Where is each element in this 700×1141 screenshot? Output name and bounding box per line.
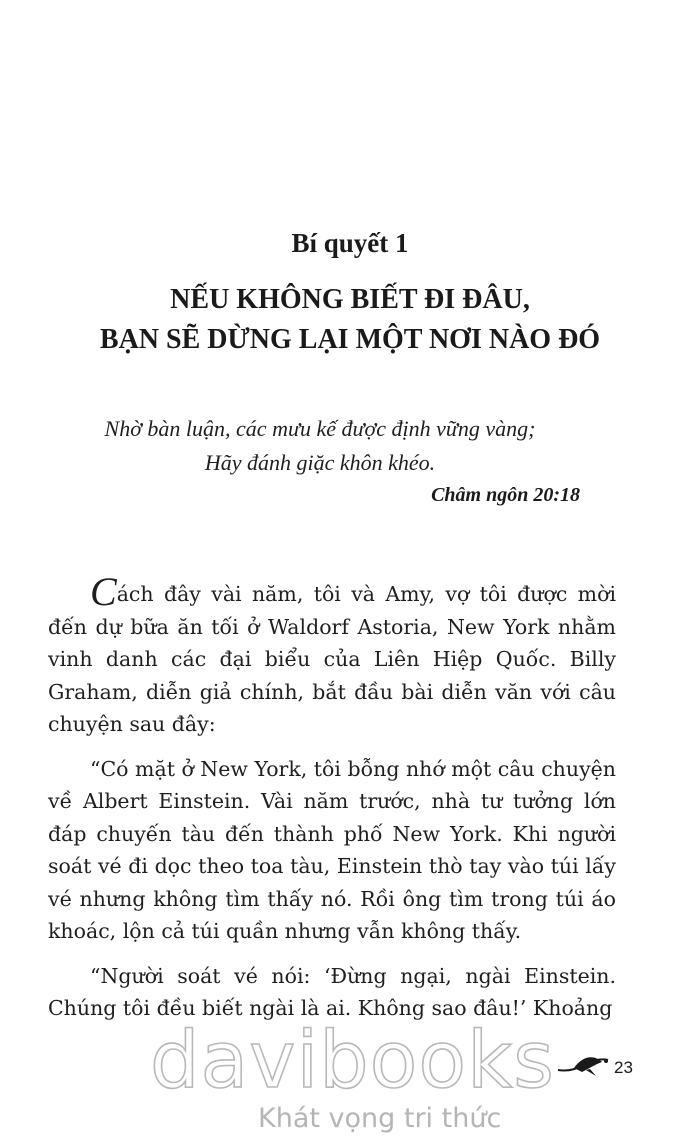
chapter-label: Bí quyết 1 xyxy=(291,228,409,258)
paragraph-2: “Có mặt ở New York, tôi bỗng nhớ một câu chuyện về Albert Einstein. Vài năm trước, nhà tư tưởng lớn đáp chuyến tàu đến thành phố New York. Khi người soát vé đi dọc theo toa tàu, Einstein thò tay vào túi lấy vé nhưng không tìm thấy nó. Rồi ông tìm trong túi áo khoác, lộn cả túi quần nhưng vẫn không thấy. xyxy=(48,756,616,943)
epigraph-line-1: Nhờ bàn luận, các mưu kế được định vững vàng; xyxy=(104,416,536,441)
epigraph-source: Châm ngôn 20:18 xyxy=(431,484,580,506)
paragraph-1-text: ách đây vài năm, tôi và Amy, vợ tôi được mời đến dự bữa ăn tối ở Waldorf Astoria, New York nhằm vinh danh các đại biểu của Liên Hiệp Quốc. Billy Graham, diễn giả chính, bắt đầu bài diễn văn với câu chuyện sau đây: xyxy=(48,582,616,736)
page-number: 23 xyxy=(614,1058,633,1077)
watermark-tagline: Khát vọng tri thức xyxy=(258,1103,502,1134)
watermark-brand: davibooks xyxy=(150,1016,555,1106)
chapter-title-line-1: NẾU KHÔNG BIẾT ĐI ĐÂU, xyxy=(170,284,530,315)
epigraph-line-2: Hãy đánh giặc khôn khéo. xyxy=(204,450,436,475)
epigraph xyxy=(60,412,580,480)
paragraph-3: “Người soát vé nói: ‘Đừng ngại, ngài Einstein. Chúng tôi đều biết ngài là ai. Không sao đâu!’ Khoảng xyxy=(48,963,616,1020)
watermark xyxy=(0,1016,700,1141)
drop-cap: C xyxy=(90,569,117,614)
chapter-title-line-2: BẠN SẼ DỪNG LẠI MỘT NƠI NÀO ĐÓ xyxy=(99,324,601,355)
chapter-title xyxy=(0,280,700,360)
paragraph-1 xyxy=(48,569,616,741)
body-text xyxy=(48,569,616,1037)
